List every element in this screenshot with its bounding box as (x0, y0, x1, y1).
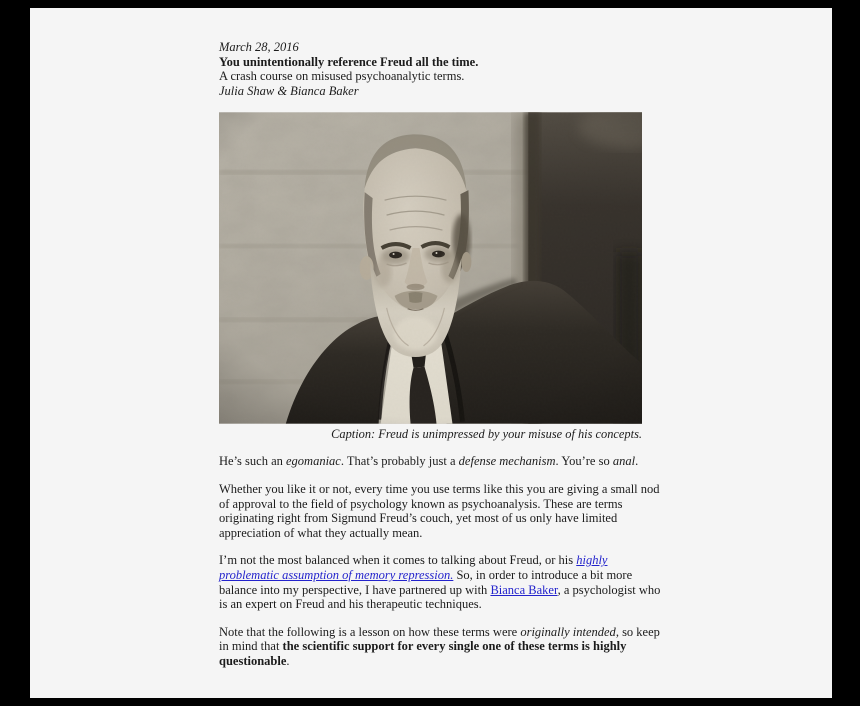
freud-portrait-image (219, 112, 642, 424)
article-date: March 28, 2016 (219, 40, 299, 54)
text-run: the scientific support for every single one of these terms is highly questionable (219, 639, 627, 668)
text-run: He’s such an (219, 454, 286, 469)
text-run: originally intended (520, 624, 616, 639)
text-run: . That’s probably just a (340, 454, 459, 469)
text-run: Note that the following is a lesson on how these terms were (219, 624, 521, 639)
paragraph-1 (219, 454, 665, 469)
memory-repression-link[interactable]: highly problematic assumption of memory repression. (219, 553, 608, 583)
text-run: , so keep in mind that (219, 624, 660, 654)
text-run: defense mechanism (458, 454, 556, 469)
paragraph-4 (219, 625, 665, 669)
article-title: You unintentionally reference Freud all the time. (219, 54, 479, 69)
article-subtitle: A crash course on misused psychoanalytic terms. (219, 69, 465, 84)
freud-photo-figure (219, 112, 642, 424)
text-run: egomaniac (286, 454, 341, 469)
bianca-baker-link[interactable]: Bianca Baker (490, 582, 558, 597)
photo-caption: Caption: Freud is unimpressed by your misuse of his concepts. (331, 426, 642, 441)
text-run: Whether you like it or not, every time you use terms like this you are giving a small nod of approval to the field of psychology known as psychoanalysis. These are terms originating right from Sigmund Freud’s couch, yet most of us only have limited appreciation of what they actually mean. (219, 482, 660, 540)
paragraph-2 (219, 482, 665, 540)
text-run: . (286, 654, 290, 668)
text-run: , a psychologist who is an expert on Freud and his therapeutic techniques. (219, 582, 661, 612)
text-run: anal (612, 454, 636, 469)
text-run: . (635, 454, 639, 469)
text-run: . You’re so (555, 454, 613, 469)
article-body (219, 454, 665, 668)
paragraph-3 (219, 553, 665, 611)
article-byline: Julia Shaw & Bianca Baker (219, 83, 359, 98)
text-run: So, in order to introduce a bit more balance into my perspective, I have partnered up with (219, 568, 633, 597)
article (219, 40, 665, 669)
text-run: I’m not the most balanced when it comes to talking about Freud, or his (219, 553, 577, 568)
